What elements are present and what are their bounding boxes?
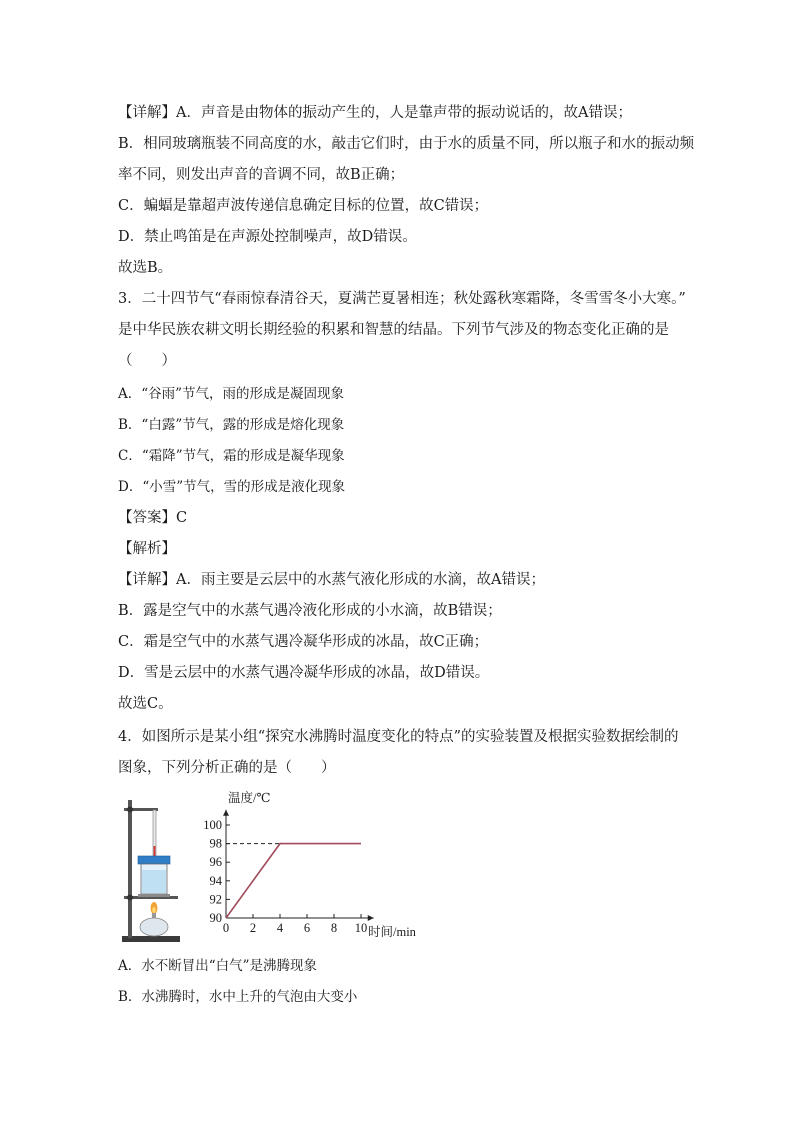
question-3-blank: （ ） — [118, 353, 176, 369]
boiling-apparatus-illustration — [118, 796, 190, 946]
chart-y-tick-label: 98 — [209, 836, 222, 851]
chart-series-line — [226, 844, 361, 918]
analysis-detail-d: D．雪是云层中的水蒸气遇冷凝华形成的冰晶，故D错误。 — [118, 665, 490, 681]
chart-x-axis-label: 时间/min — [368, 925, 416, 939]
chart-x-tick-label: 6 — [303, 921, 311, 935]
stand-rod — [128, 800, 132, 938]
question-4-option-b: B．水沸腾时，水中上升的气泡由大变小 — [118, 989, 358, 1005]
clamp-knob-bottom — [127, 895, 133, 901]
question-4-stem-cont: 图象，下列分析正确的是（ ） — [118, 760, 336, 776]
text-line-detail-b-cont: 率不同，则发出声音的音调不同，故B正确； — [118, 167, 405, 183]
text-line-detail-b: B．相同玻璃瓶装不同高度的水，敲击它们时，由于水的质量不同，所以瓶子和水的振动频 — [118, 136, 695, 152]
question-4-stem: 4．如图所示是某小组“探究水沸腾时温度变化的特点”的实验装置及根据实验数据绘制的 — [118, 729, 679, 745]
question-3-option-d: D．“小雪”节气，雪的形成是液化现象 — [118, 479, 346, 495]
text-line-choice: 故选B。 — [118, 260, 173, 276]
analysis-detail-b: B．露是空气中的水蒸气遇冷液化形成的小水滴，故B错误； — [118, 603, 502, 619]
beaker-water — [142, 870, 166, 893]
text-line-detail-d: D．禁止鸣笛是在声源处控制噪声，故D错误。 — [118, 229, 417, 245]
answer-label: 【答案】C — [118, 510, 188, 526]
chart-x-tick-label: 4 — [276, 921, 284, 935]
beaker-lid — [138, 856, 170, 864]
wire-gauze — [138, 894, 170, 897]
chart-x-arrow — [368, 915, 374, 921]
question-3-stem: 3．二十四节气“春雨惊春清谷天，夏满芒夏暑相连；秋处露秋寒霜降，冬雪雪冬小大寒。” — [118, 291, 686, 307]
analysis-label: 【解析】 — [118, 541, 176, 557]
chart-y-arrow — [223, 810, 229, 816]
question-3-stem-cont: 是中华民族农耕文明长期经验的积累和智慧的结晶。下列节气涉及的物态变化正确的是 — [118, 322, 669, 338]
chart-x-tick-label: 8 — [330, 921, 338, 935]
chart-y-tick-label: 100 — [203, 818, 222, 832]
alcohol-lamp — [140, 918, 168, 936]
question-3-option-a: A．“谷雨”节气，雨的形成是凝固现象 — [118, 386, 345, 402]
analysis-detail-a: 【详解】A．雨主要是云层中的水蒸气液化形成的水滴，故A错误； — [118, 572, 545, 588]
chart-x-tick-label: 2 — [249, 921, 257, 935]
chart-y-tick-label: 90 — [209, 911, 222, 925]
lamp-wick-holder — [152, 913, 156, 918]
question-3-option-b: B．“白露”节气，露的形成是熔化现象 — [118, 417, 345, 433]
chart-y-tick-label: 92 — [209, 892, 222, 907]
analysis-detail-c: C．霜是空气中的水蒸气遇冷凝华形成的冰晶，故C正确； — [118, 634, 489, 650]
chart-y-tick-label: 94 — [209, 873, 222, 888]
flame-core — [152, 907, 156, 913]
temperature-time-chart — [203, 790, 438, 950]
analysis-choice: 故选C。 — [118, 696, 173, 712]
chart-y-axis-label: 温度/℃ — [228, 791, 271, 805]
question-4-figure — [118, 790, 438, 950]
question-4-option-a: A．水不断冒出“白气”是沸腾现象 — [118, 958, 318, 974]
clamp-knob-top — [127, 807, 133, 813]
text-line-detail-c: C．蝙蝠是靠超声波传递信息确定目标的位置，故C错误； — [118, 198, 489, 214]
chart-x-tick-label: 10 — [354, 921, 368, 935]
chart-y-tick-label: 96 — [209, 855, 222, 870]
chart-x-tick-label: 0 — [222, 921, 230, 935]
text-line-detail-a: 【详解】A．声音是由物体的振动产生的，人是靠声带的振动说话的，故A错误； — [118, 105, 632, 121]
question-3-option-c: C．“霜降”节气，霜的形成是凝华现象 — [118, 448, 345, 464]
